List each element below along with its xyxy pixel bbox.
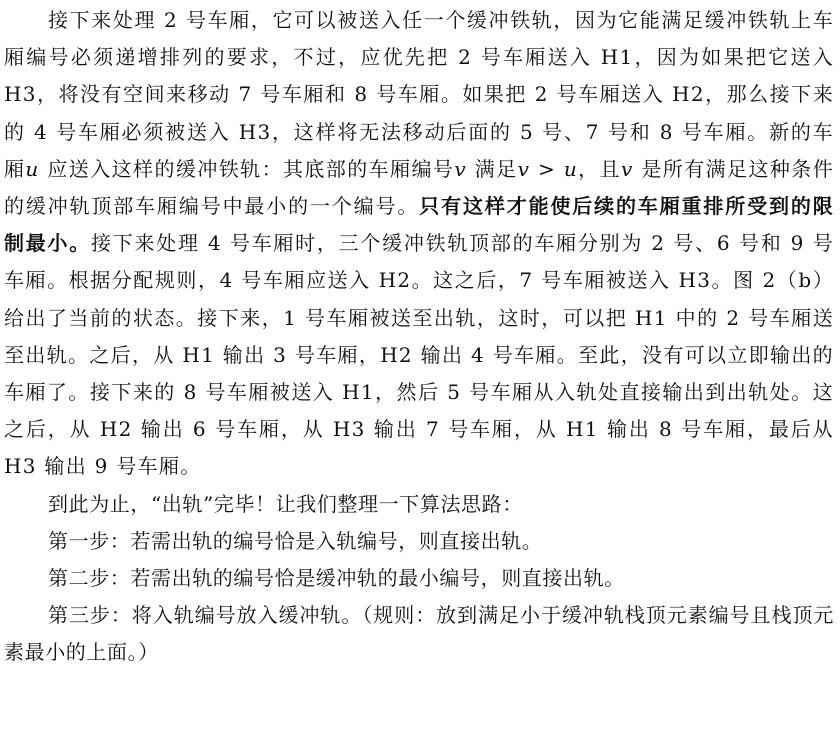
text-segment: 满足: [466, 156, 518, 181]
math-operator: >: [530, 156, 564, 181]
paragraph-summary-intro: 到此为止，“出轨”完毕！让我们整理一下算法思路：: [48, 491, 523, 516]
math-variable-v: v: [454, 156, 467, 181]
math-variable-v: v: [517, 156, 531, 181]
paragraph-assignment-rule: [4, 2, 834, 486]
algorithm-step-1: 第一步：若需出轨的编号恰是入轨编号，则直接出轨。: [48, 528, 543, 553]
text-segment: ，且: [578, 156, 621, 181]
math-variable-v: v: [620, 156, 634, 181]
text-segment: 接下来处理 2 号车厢，它可以被送入任一个缓冲铁轨，因为它能满足缓冲铁轨上车厢编号必须递增排列的要求，不过，应优先把 2 号车厢送入 H1，因为如果把它送入 H3，将没有空间来移动 7 号车厢和 8 号车厢。如果把 2 号车厢送入 H2，那么接下来的 4 号车厢必须被送入 H3，这样将无法移动后面的 5 号、7 号和 8 号车厢。新的车厢: [4, 8, 834, 181]
algorithm-step-2: 第二步：若需出轨的编号恰是缓冲轨的最小编号，则直接出轨。: [48, 566, 625, 591]
document-body: [4, 2, 834, 672]
text-segment: 应送入这样的缓冲铁轨：其底部的车厢编号: [39, 156, 455, 181]
math-variable-u: u: [563, 156, 578, 181]
algorithm-step-3: 第三步：将入轨编号放入缓冲轨。（规则：放到满足小于缓冲轨栈顶元素编号且栈顶元素最小的上面。）: [4, 603, 834, 665]
math-variable-u: u: [25, 156, 40, 181]
text-segment: 是所有满足这种条件的缓冲轨顶部车厢编号中最小的一个编号。: [4, 156, 835, 219]
text-segment: 接下来处理 4 号车厢时，三个缓冲铁轨顶部的车厢分别为 2 号、6 号和 9 号车厢。根据分配规则，4 号车厢应送入 H2。这之后，7 号车厢被送入 H3。图 2（b）给出了当前的状态。接下来，1 号车厢被送至出轨，这时，可以把 H1 中的 2 号车厢送至出轨。之后，从 H1 输出 3 号车厢，H2 输出 4 号车厢。至此，没有可以立即输出的车厢了。接下来的 8 号车厢被送入 H1，然后 5 号车厢从入轨处直接输出到出轨处。这之后，从 H2 输出 6 号车厢，从 H3 输出 7 号车厢，从 H1 输出 8 号车厢，最后从 H3 输出 9 号车厢。: [4, 231, 834, 479]
bold-emphasis: 只有这样才能使后续的车厢重排所受到的限制最小。: [4, 194, 834, 256]
